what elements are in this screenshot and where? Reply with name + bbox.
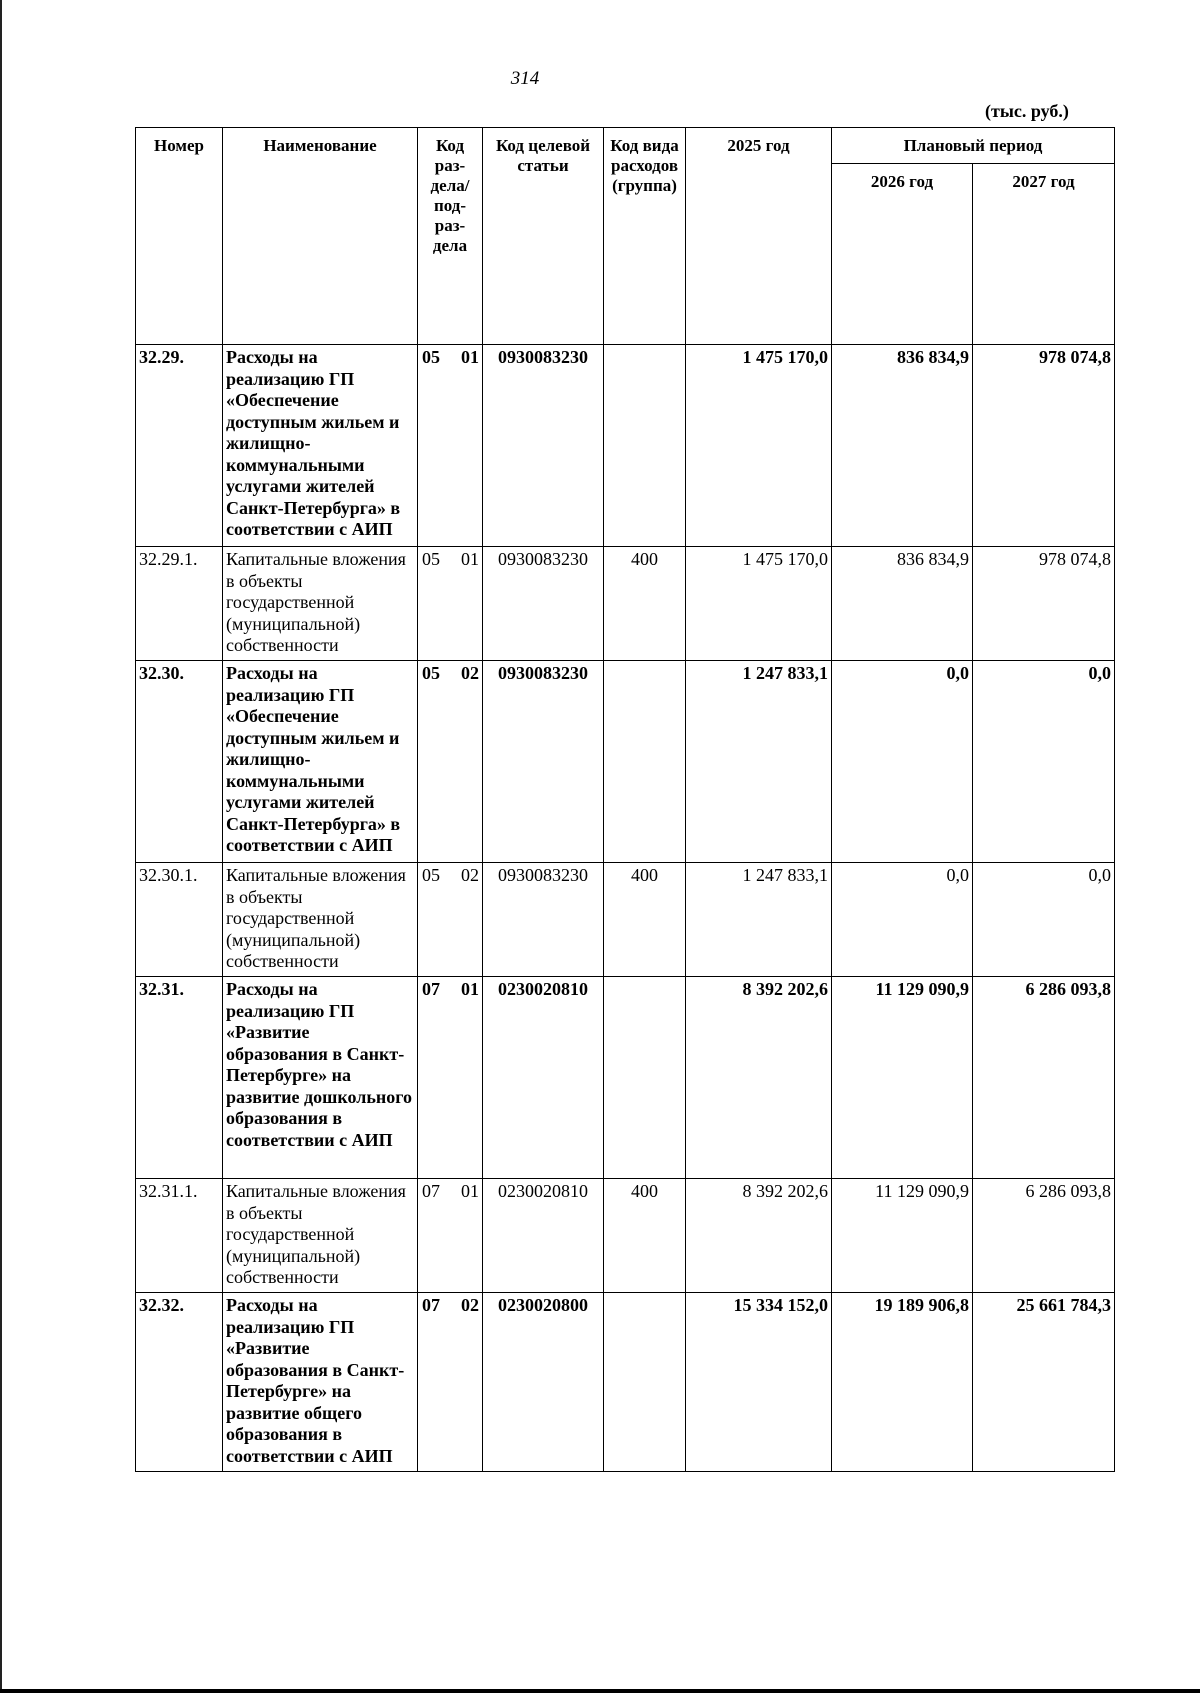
cell-target-code: 0930083230 [483,345,604,547]
cell-section-code [418,345,483,547]
cell-2025: 8 392 202,6 [686,977,832,1179]
cell-2025: 1 475 170,0 [686,345,832,547]
section-code: 07 [422,1295,440,1315]
cell-2025: 1 247 833,1 [686,863,832,977]
section-code: 05 [422,347,440,367]
cell-name: Капитальные вложения в объекты государственной (муниципальной) собственности [223,547,418,661]
cell-expense-type [604,661,686,863]
cell-target-code: 0930083230 [483,661,604,863]
header-2025: 2025 год [686,128,832,345]
cell-name: Капитальные вложения в объекты государственной (муниципальной) собственности [223,863,418,977]
table-row [136,547,1115,661]
cell-section-code [418,863,483,977]
cell-2026: 0,0 [832,661,973,863]
table-row [136,1179,1115,1293]
cell-target-code: 0930083230 [483,547,604,661]
cell-number: 32.32. [136,1293,223,1472]
cell-expense-type [604,977,686,1179]
cell-target-code: 0930083230 [483,863,604,977]
cell-name: Расходы на реализацию ГП «Развитие образования в Санкт-Петербурге» на развитие общего образования в соответствии с АИП [223,1293,418,1472]
cell-expense-type [604,1293,686,1472]
table-row [136,977,1115,1179]
cell-2026: 836 834,9 [832,345,973,547]
units-label: (тыс. руб.) [985,101,1069,121]
cell-2025: 1 247 833,1 [686,661,832,863]
cell-section-code [418,1179,483,1293]
section-code: 05 [422,865,440,885]
cell-2027: 25 661 784,3 [973,1293,1115,1472]
subsection-code: 02 [461,1295,479,1315]
cell-target-code: 0230020810 [483,977,604,1179]
subsection-code: 01 [461,549,479,569]
scan-edge [0,0,2,1693]
subsection-code: 02 [461,865,479,885]
table-row [136,661,1115,863]
budget-table [135,127,1115,1472]
cell-2027: 6 286 093,8 [973,1179,1115,1293]
cell-2026: 11 129 090,9 [832,977,973,1179]
cell-section-code [418,977,483,1179]
cell-2027: 6 286 093,8 [973,977,1115,1179]
cell-section-code [418,661,483,863]
cell-2026: 19 189 906,8 [832,1293,973,1472]
cell-2026: 836 834,9 [832,547,973,661]
cell-2025: 1 475 170,0 [686,547,832,661]
cell-name: Капитальные вложения в объекты государственной (муниципальной) собственности [223,1179,418,1293]
cell-name: Расходы на реализацию ГП «Обеспечение доступным жильем и жилищно-коммунальными услугами жителей Санкт-Петербурга» в соответствии с АИП [223,345,418,547]
section-code: 07 [422,1181,440,1201]
header-2027: 2027 год [973,164,1115,345]
subsection-code: 01 [461,1181,479,1201]
cell-number: 32.30. [136,661,223,863]
table-row [136,863,1115,977]
cell-number: 32.31. [136,977,223,1179]
header-section [418,128,483,345]
cell-name: Расходы на реализацию ГП «Развитие образования в Санкт-Петербурге» на развитие дошкольного образования в соответствии с АИП [223,977,418,1179]
header-name: Наименование [223,128,418,345]
cell-2027: 0,0 [973,863,1115,977]
cell-2027: 0,0 [973,661,1115,863]
subsection-code: 02 [461,663,479,683]
scan-bottom-edge [0,1689,1200,1693]
section-code: 05 [422,549,440,569]
cell-section-code [418,547,483,661]
cell-number: 32.29. [136,345,223,547]
cell-section-code [418,1293,483,1472]
section-code: 07 [422,979,440,999]
cell-expense-type: 400 [604,1179,686,1293]
cell-2027: 978 074,8 [973,345,1115,547]
header-expense-type: Код вида расходов (группа) [604,128,686,345]
section-code: 05 [422,663,440,683]
cell-number: 32.31.1. [136,1179,223,1293]
cell-2027: 978 074,8 [973,547,1115,661]
cell-name: Расходы на реализацию ГП «Обеспечение доступным жильем и жилищно-коммунальными услугами жителей Санкт-Петербурга» в соответствии с АИП [223,661,418,863]
header-row [136,128,1115,164]
cell-target-code: 0230020800 [483,1293,604,1472]
cell-number: 32.29.1. [136,547,223,661]
header-2026: 2026 год [832,164,973,345]
cell-target-code: 0230020810 [483,1179,604,1293]
cell-expense-type: 400 [604,547,686,661]
cell-2026: 11 129 090,9 [832,1179,973,1293]
subsection-code: 01 [461,347,479,367]
header-target: Код целевой статьи [483,128,604,345]
subsection-code: 01 [461,979,479,999]
cell-expense-type: 400 [604,863,686,977]
cell-expense-type [604,345,686,547]
cell-2026: 0,0 [832,863,973,977]
cell-number: 32.30.1. [136,863,223,977]
header-plan-period: Плановый период [832,128,1115,164]
header-number: Номер [136,128,223,345]
cell-2025: 8 392 202,6 [686,1179,832,1293]
table-row [136,1293,1115,1472]
page-number: 314 [510,68,540,89]
header-section-text: Код раз-дела/ под-раз-дела [430,136,470,255]
table-row [136,345,1115,547]
cell-2025: 15 334 152,0 [686,1293,832,1472]
